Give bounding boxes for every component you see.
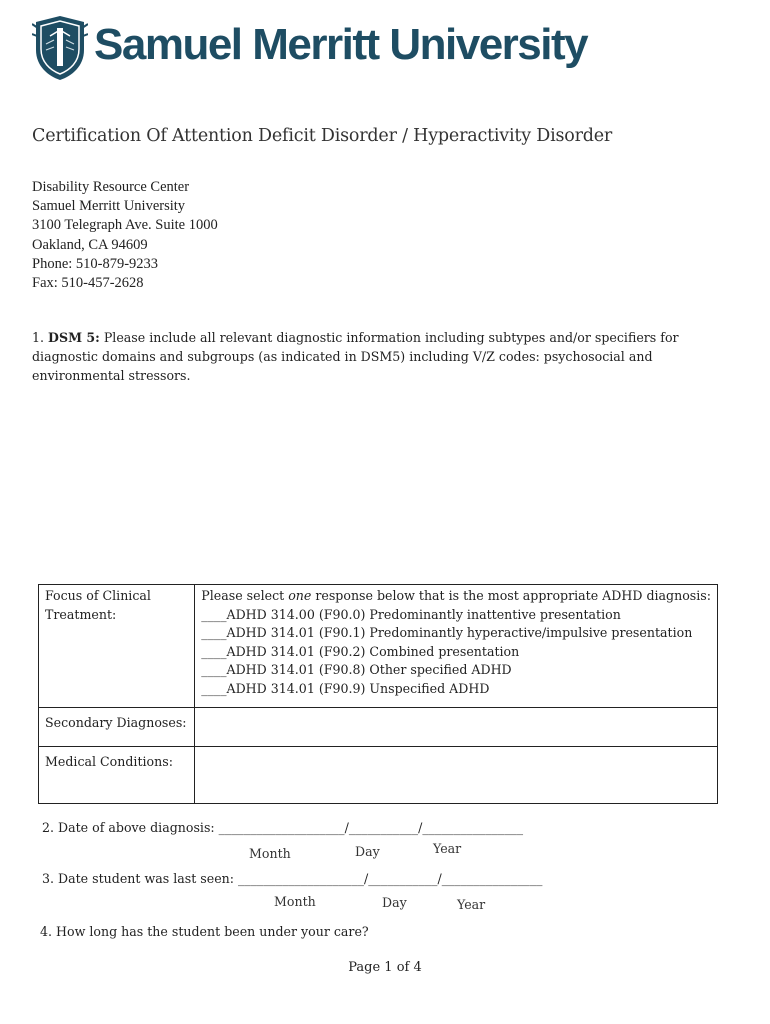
focus-options-cell[interactable] (195, 585, 718, 708)
address-block (32, 178, 218, 293)
question-1 (32, 328, 732, 385)
day-label: Day (355, 844, 380, 859)
table-row (39, 585, 718, 708)
month-label: Month (274, 894, 316, 909)
table-row (39, 747, 718, 804)
question-2[interactable]: 2. Date of above diagnosis: ____________________/___________/________________ (42, 820, 524, 835)
diagnosis-option[interactable]: ____ADHD 314.01 (F90.8) Other specified ADHD (201, 662, 512, 677)
question-4: 4. How long has the student been under your care? (40, 924, 369, 939)
diagnosis-table (38, 584, 718, 804)
question-1-text: Please include all relevant diagnostic information including subtypes and/or specifiers for diagnostic domains and subgroups (as indicated in DSM5) including V/Z codes: psychosocial and environmental stressors. (32, 330, 679, 383)
diagnosis-instruction (201, 587, 711, 606)
page-number: Page 1 of 4 (348, 960, 422, 975)
instruction-text: Please select (201, 588, 289, 603)
diagnosis-option[interactable]: ____ADHD 314.01 (F90.1) Predominantly hyperactive/impulsive presentation (201, 625, 693, 640)
medical-conditions-field[interactable] (195, 747, 718, 804)
address-line: Samuel Merritt University (32, 198, 186, 215)
question-3[interactable]: 3. Date student was last seen: ____________________/___________/________________ (42, 871, 543, 886)
document-title: Certification Of Attention Deficit Disorder / Hyperactivity Disorder (32, 126, 613, 146)
university-name: Samuel Merritt University (94, 20, 588, 69)
secondary-diagnoses-label: Secondary Diagnoses: (45, 715, 187, 730)
day-label: Day (382, 895, 407, 910)
shield-crest-icon (32, 14, 88, 82)
diagnosis-option[interactable]: ____ADHD 314.01 (F90.9) Unspecified ADHD (201, 680, 490, 696)
address-line: 3100 Telegraph Ave. Suite 1000 (32, 217, 218, 234)
question-1-number: 1. (32, 330, 45, 345)
address-line: Disability Resource Center (32, 179, 190, 195)
phone-line: Phone: 510-879-9233 (32, 255, 159, 272)
focus-label: Focus of Clinical Treatment: (45, 588, 151, 622)
question-1-label: DSM 5: (48, 330, 100, 345)
secondary-label-cell (39, 708, 195, 747)
diagnosis-option[interactable]: ____ADHD 314.01 (F90.2) Combined presentation (201, 643, 520, 659)
year-label: Year (433, 841, 462, 856)
secondary-diagnoses-field[interactable] (195, 708, 718, 747)
instruction-emphasis: one (288, 588, 312, 603)
address-line: Oakland, CA 94609 (32, 236, 148, 253)
table-row (39, 708, 718, 747)
focus-label-cell (39, 585, 195, 708)
university-logo (32, 14, 692, 84)
month-label: Month (249, 846, 291, 861)
year-label: Year (457, 897, 486, 912)
fax-line: Fax: 510-457-2628 (32, 275, 144, 292)
medical-conditions-label: Medical Conditions: (45, 754, 173, 769)
diagnosis-option[interactable]: ____ADHD 314.00 (F90.0) Predominantly inattentive presentation (201, 606, 621, 622)
medical-label-cell (39, 747, 195, 804)
instruction-text: response below that is the most appropriate ADHD diagnosis: (311, 588, 711, 603)
